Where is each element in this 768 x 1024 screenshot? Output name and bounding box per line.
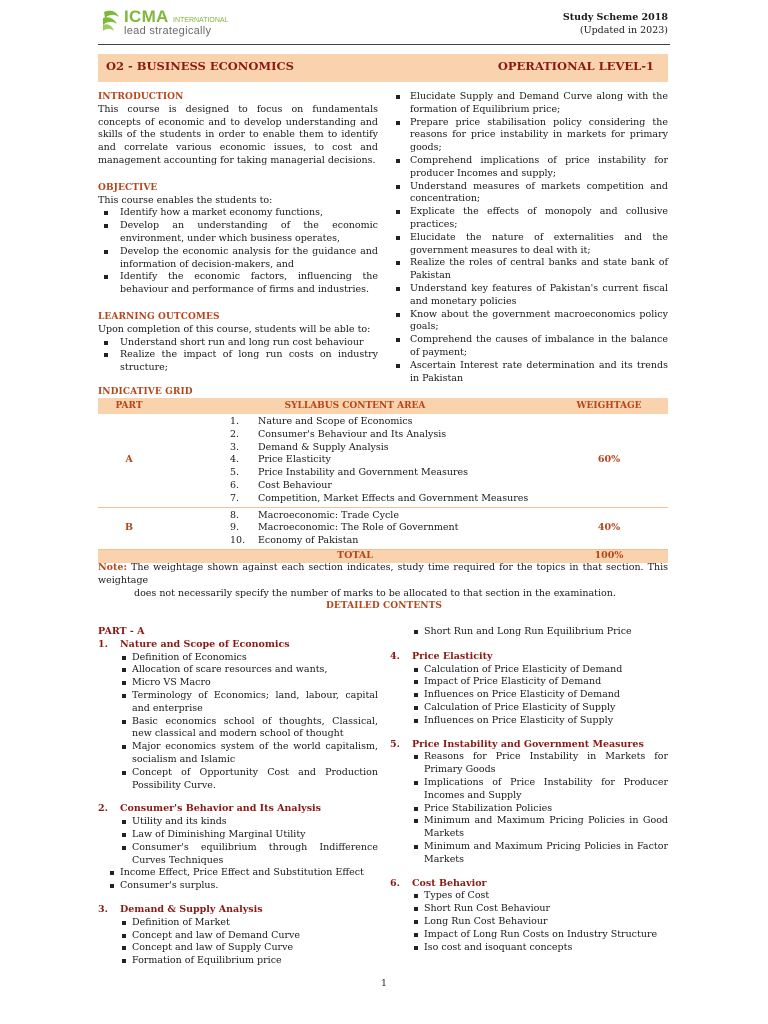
learning-outcome-item: Prepare price stabilisation policy considering the reasons for price instability in markets for primary goods;: [396, 117, 668, 155]
grid-weightage-value: 40%: [550, 507, 668, 549]
grid-topic-title: Price Instability and Government Measures: [258, 467, 469, 479]
grid-part-label: B: [98, 507, 160, 549]
section-items: [390, 751, 668, 866]
objective-heading: OBJECTIVE: [98, 182, 158, 193]
icma-logo-icon: [100, 8, 122, 34]
section-item: Impact of Long Run Costs on Industry Structure: [410, 929, 668, 942]
section-item: Types of Cost: [410, 890, 668, 903]
grid-topic: [168, 493, 550, 506]
section-number: 2.: [98, 803, 108, 815]
section-item: Minimum and Maximum Pricing Policies in Factor Markets: [410, 841, 668, 867]
section-item: Allocation of scare resources and wants,: [118, 664, 378, 677]
grid-part-label: A: [98, 414, 160, 507]
introduction-heading: INTRODUCTION: [98, 92, 184, 102]
section-heading: [98, 904, 378, 917]
grid-total-label: TOTAL: [160, 549, 550, 563]
section-item: Price Stabilization Policies: [410, 803, 668, 816]
detailed-contents-heading: DETAILED CONTENTS: [325, 601, 443, 611]
grid-topic-title: Cost Behaviour: [258, 479, 332, 491]
section-item: Formation of Equilibrium price: [118, 955, 378, 968]
learning-outcome-item: Elucidate the nature of externalities and the government measures to deal with it;: [396, 232, 668, 258]
section-items: [98, 652, 378, 793]
section-items: [98, 867, 378, 893]
section-item: Minimum and Maximum Pricing Policies in Good Markets: [410, 815, 668, 841]
logo-suffix: INTERNATIONAL: [173, 17, 229, 24]
course-level: OPERATIONAL LEVEL-1: [497, 59, 654, 73]
section-items: [98, 917, 378, 968]
grid-topic-title: Competition, Market Effects and Government Measures: [258, 492, 529, 504]
indicative-grid-table: [98, 398, 668, 563]
section-heading: [98, 639, 378, 652]
section-item: Influences on Price Elasticity of Demand: [410, 689, 668, 702]
learning-outcome-item: Know about the government macroeconomics policy goals;: [396, 309, 668, 335]
section-item: Concept and law of Demand Curve: [118, 930, 378, 943]
section-item: Short Run and Long Run Equilibrium Price: [410, 626, 668, 639]
note-label: Note:: [98, 562, 127, 573]
part-a-heading: PART - A: [98, 626, 145, 637]
scheme-updated: (Updated in 2023): [579, 24, 668, 36]
grid-header-weightage: WEIGHTAGE: [550, 398, 668, 414]
left-intro-column: [98, 91, 378, 375]
grid-row-part-b: [98, 507, 668, 549]
grid-topic-number: 3.: [230, 441, 240, 453]
section-item: Definition of Market: [118, 917, 378, 930]
grid-topic-number: 9.: [230, 522, 240, 534]
grid-topic: [168, 467, 550, 480]
grid-topic: [168, 429, 550, 442]
icma-logo: [100, 8, 260, 38]
section-number: 3.: [98, 903, 108, 915]
section-items: [390, 890, 668, 954]
grid-total-value: 100%: [550, 549, 668, 563]
objective-intro: This course enables the students to:: [98, 194, 273, 206]
section-heading: [390, 878, 668, 891]
study-scheme-label: [563, 12, 668, 37]
learning-outcome-item: Comprehend implications of price instability for producer Incomes and supply;: [396, 155, 668, 181]
detailed-right-column: [390, 626, 668, 954]
learning-outcome-item: Elucidate Supply and Demand Curve along with the formation of Equilibrium price;: [396, 91, 668, 117]
section-item: Consumer's surplus.: [106, 880, 378, 893]
section-title: Price Elasticity: [412, 650, 493, 662]
section-items: [98, 816, 378, 867]
objective-list: [98, 207, 378, 297]
learning-outcomes-intro: Upon completion of this course, students will be able to:: [98, 323, 371, 335]
grid-header-part: PART: [98, 398, 160, 414]
section-item: Influences on Price Elasticity of Supply: [410, 715, 668, 728]
grid-topic-title: Nature and Scope of Economics: [258, 416, 413, 427]
objective-item: Identify the economic factors, influencing the behaviour and performance of firms and industries.: [98, 271, 378, 297]
learning-outcomes-heading: LEARNING OUTCOMES: [98, 311, 220, 322]
section-heading: [98, 803, 378, 816]
section-title: Demand & Supply Analysis: [120, 903, 263, 915]
grid-topic-number: 6.: [230, 479, 240, 491]
section-heading: [390, 651, 668, 664]
section-item: Concept and law of Supply Curve: [118, 942, 378, 955]
grid-topic-number: 4.: [230, 454, 240, 466]
grid-topic: [168, 480, 550, 493]
grid-weightage-value: 60%: [550, 414, 668, 507]
logo-brand: ICMA: [124, 7, 169, 26]
header-divider: [98, 44, 670, 45]
right-outcomes-column: [396, 91, 668, 385]
indicative-grid-heading: INDICATIVE GRID: [98, 387, 193, 397]
section-item: Major economics system of the world capitalism, socialism and Islamic: [118, 741, 378, 767]
grid-topic-number: 7.: [230, 492, 240, 504]
section-item: Law of Diminishing Marginal Utility: [118, 829, 378, 842]
grid-topic-number: 2.: [230, 428, 240, 440]
section-item: Consumer's equilibrium through Indifference Curves Techniques: [118, 842, 378, 868]
section-item: Impact of Price Elasticity of Demand: [410, 676, 668, 689]
grid-topic-number: 1.: [230, 416, 240, 427]
section-item: Iso cost and isoquant concepts: [410, 942, 668, 955]
section-item: Micro VS Macro: [118, 677, 378, 690]
outcomes-list-continued: [396, 91, 668, 385]
grid-header-syllabus: SYLLABUS CONTENT AREA: [160, 398, 550, 414]
note-line-2: does not necessarily specify the number of marks to be allocated to that section in the examination.: [134, 587, 616, 599]
learning-outcome-item: Comprehend the causes of imbalance in the balance of payment;: [396, 334, 668, 360]
carried-over-list: [390, 626, 668, 639]
learning-outcome-item: Realize the roles of central banks and state bank of Pakistan: [396, 257, 668, 283]
grid-topic-number: 8.: [230, 509, 240, 521]
section-item: Basic economics school of thoughts, Classical, new classical and modern school of thought: [118, 716, 378, 742]
section-item: Concept of Opportunity Cost and Production Possibility Curve.: [118, 767, 378, 793]
grid-topic: [168, 416, 550, 429]
section-item: Terminology of Economics; land, labour, capital and enterprise: [118, 690, 378, 716]
scheme-title: Study Scheme 2018: [562, 12, 668, 23]
section-number: 6.: [390, 877, 400, 889]
objective-item: Develop an understanding of the economic environment, under which business operates,: [98, 220, 378, 246]
learning-outcome-item: Understand short run and long run cost behaviour: [98, 337, 378, 350]
section-item: Calculation of Price Elasticity of Supply: [410, 702, 668, 715]
section-item: Calculation of Price Elasticity of Demand: [410, 664, 668, 677]
grid-topic-title: Price Elasticity: [258, 454, 331, 466]
section-item: Reasons for Price Instability in Markets for Primary Goods: [410, 751, 668, 777]
section-item: Income Effect, Price Effect and Substitution Effect: [106, 867, 378, 880]
learning-outcome-item: Explicate the effects of monopoly and collusive practices;: [396, 206, 668, 232]
introduction-text: This course is designed to focus on fundamentals concepts of economic and to develop understanding and skills of the students in order to enable them to identify and correlate various economic issues, to cost and management accounting for taking managerial decisions.: [98, 103, 378, 166]
section-items: [390, 664, 668, 728]
grid-topic: [168, 522, 550, 535]
grid-topic-number: 10.: [230, 535, 246, 547]
grid-topic-title: Consumer's Behaviour and Its Analysis: [258, 428, 447, 440]
course-title: O2 - BUSINESS ECONOMICS: [106, 59, 294, 73]
section-number: 5.: [390, 738, 400, 750]
learning-outcome-item: Ascertain Interest rate determination and its trends in Pakistan: [396, 360, 668, 386]
section-number: 1.: [98, 638, 108, 650]
grid-topic-number: 5.: [230, 467, 240, 479]
grid-topic-title: Demand & Supply Analysis: [258, 441, 389, 453]
section-title: Nature and Scope of Economics: [120, 638, 290, 650]
detailed-left-column: [98, 626, 378, 968]
objective-item: Develop the economic analysis for the guidance and information of decision-makers, and: [98, 246, 378, 272]
learning-outcome-item: Understand key features of Pakistan's current fiscal and monetary policies: [396, 283, 668, 309]
grid-topic-title: Macroeconomic: Trade Cycle: [258, 509, 399, 521]
grid-row-part-a: [98, 414, 668, 507]
section-title: Cost Behavior: [412, 877, 487, 889]
section-heading: [390, 739, 668, 752]
learning-outcomes-list: [98, 337, 378, 375]
section-title: Price Instability and Government Measures: [412, 738, 644, 750]
section-item: Short Run Cost Behaviour: [410, 903, 668, 916]
grid-topic: [168, 535, 550, 548]
grid-topic: [168, 454, 550, 467]
objective-item: Identify how a market economy functions,: [98, 207, 378, 220]
grid-topic-list: [160, 414, 550, 507]
page-number: 1: [381, 979, 387, 989]
learning-outcome-item: Realize the impact of long run costs on industry structure;: [98, 349, 378, 375]
grid-topic: [168, 442, 550, 455]
grid-topic-title: Economy of Pakistan: [258, 535, 359, 547]
weightage-note: [98, 562, 668, 600]
section-item: Long Run Cost Behaviour: [410, 916, 668, 929]
section-number: 4.: [390, 650, 400, 662]
section-title: Consumer's Behavior and Its Analysis: [120, 803, 322, 815]
logo-tagline: lead strategically: [124, 25, 212, 37]
section-item: Definition of Economics: [118, 652, 378, 665]
section-item: Implications of Price Instability for Producer Incomes and Supply: [410, 777, 668, 803]
course-title-bar: [98, 54, 668, 82]
grid-topic-title: Macroeconomic: The Role of Government: [258, 522, 459, 534]
section-item: Utility and its kinds: [118, 816, 378, 829]
learning-outcome-item: Understand measures of markets competition and concentration;: [396, 181, 668, 207]
grid-topic-list: [160, 507, 550, 549]
note-line-1: The weightage shown against each section indicates, study time required for the topics in that section. This weightage: [98, 562, 668, 586]
grid-topic: [168, 510, 550, 523]
